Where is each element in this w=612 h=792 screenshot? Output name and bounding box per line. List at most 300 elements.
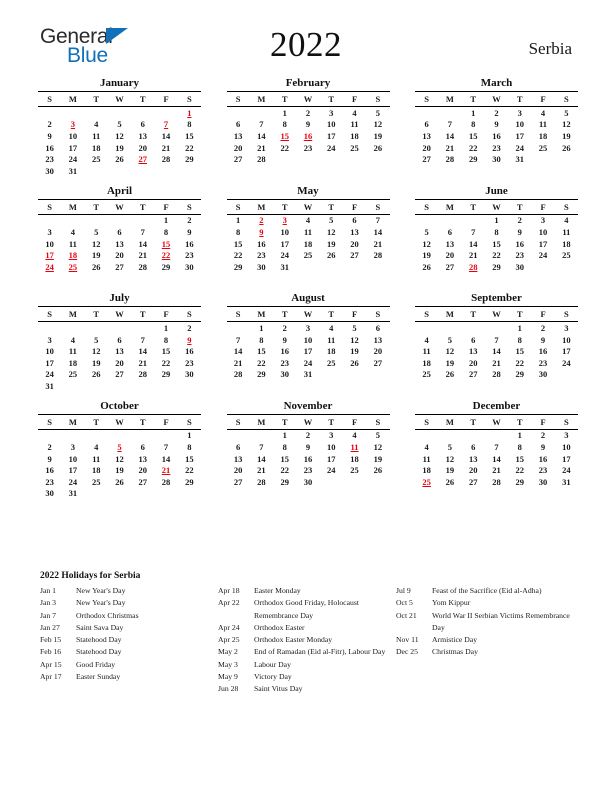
day-cell[interactable]: 4 bbox=[305, 215, 311, 226]
day-cell[interactable]: 5 bbox=[424, 226, 429, 237]
day-cell[interactable]: 24 bbox=[68, 476, 78, 487]
day-cell[interactable]: 27 bbox=[115, 369, 124, 380]
day-cell[interactable]: 17 bbox=[327, 130, 336, 141]
day-cell[interactable]: 28 bbox=[233, 369, 243, 380]
day-cell[interactable]: 10 bbox=[45, 346, 54, 357]
day-cell[interactable]: 17 bbox=[327, 453, 336, 464]
day-cell[interactable]: 12 bbox=[91, 238, 101, 249]
day-cell[interactable]: 7 bbox=[236, 334, 241, 345]
day-cell[interactable]: 7 bbox=[259, 442, 264, 453]
day-cell[interactable]: 12 bbox=[562, 119, 571, 130]
day-cell-holiday[interactable]: 3 bbox=[282, 215, 287, 226]
day-cell[interactable]: 13 bbox=[373, 334, 383, 345]
day-cell[interactable]: 5 bbox=[117, 119, 122, 130]
day-cell[interactable]: 19 bbox=[91, 250, 101, 261]
day-cell[interactable]: 14 bbox=[373, 226, 383, 237]
day-cell[interactable]: 21 bbox=[138, 357, 148, 368]
day-cell[interactable]: 22 bbox=[280, 465, 289, 476]
day-cell[interactable]: 7 bbox=[494, 442, 499, 453]
day-cell[interactable]: 31 bbox=[562, 476, 571, 487]
day-cell[interactable]: 3 bbox=[70, 442, 76, 453]
day-cell[interactable]: 21 bbox=[468, 250, 478, 261]
day-cell[interactable]: 21 bbox=[257, 142, 266, 153]
day-cell[interactable]: 28 bbox=[492, 369, 501, 380]
day-cell[interactable]: 20 bbox=[233, 142, 243, 153]
day-cell[interactable]: 28 bbox=[257, 154, 266, 165]
day-cell[interactable]: 5 bbox=[564, 107, 569, 118]
day-cell[interactable]: 7 bbox=[163, 442, 169, 453]
day-cell[interactable]: 2 bbox=[305, 430, 311, 441]
day-cell[interactable]: 15 bbox=[161, 346, 171, 357]
day-cell-holiday[interactable]: 15 bbox=[280, 130, 289, 141]
day-cell[interactable]: 29 bbox=[468, 154, 478, 165]
day-cell[interactable]: 8 bbox=[236, 226, 241, 237]
day-cell[interactable]: 24 bbox=[327, 465, 336, 476]
day-cell[interactable]: 9 bbox=[282, 334, 287, 345]
day-cell[interactable]: 29 bbox=[161, 369, 171, 380]
day-cell[interactable]: 14 bbox=[138, 238, 148, 249]
day-cell[interactable]: 27 bbox=[233, 476, 243, 487]
day-cell[interactable]: 31 bbox=[303, 369, 313, 380]
day-cell[interactable]: 1 bbox=[471, 107, 476, 118]
day-cell[interactable]: 18 bbox=[562, 238, 571, 249]
day-cell[interactable]: 25 bbox=[91, 154, 101, 165]
day-cell[interactable]: 8 bbox=[163, 334, 169, 345]
day-cell[interactable]: 29 bbox=[515, 476, 525, 487]
day-cell[interactable]: 17 bbox=[538, 238, 548, 249]
day-cell[interactable]: 8 bbox=[163, 226, 169, 237]
day-cell[interactable]: 13 bbox=[233, 130, 243, 141]
day-cell[interactable]: 28 bbox=[492, 476, 501, 487]
day-cell[interactable]: 14 bbox=[445, 130, 455, 141]
day-cell[interactable]: 21 bbox=[161, 142, 171, 153]
day-cell[interactable]: 22 bbox=[515, 465, 525, 476]
day-cell[interactable]: 10 bbox=[562, 442, 571, 453]
day-cell[interactable]: 2 bbox=[282, 322, 287, 333]
day-cell[interactable]: 18 bbox=[538, 130, 548, 141]
day-cell[interactable]: 18 bbox=[327, 346, 336, 357]
day-cell[interactable]: 8 bbox=[517, 442, 522, 453]
day-cell[interactable]: 30 bbox=[45, 488, 54, 499]
day-cell[interactable]: 6 bbox=[352, 215, 357, 226]
day-cell[interactable]: 23 bbox=[303, 465, 313, 476]
day-cell[interactable]: 29 bbox=[185, 476, 194, 487]
day-cell[interactable]: 21 bbox=[492, 357, 501, 368]
day-cell[interactable]: 3 bbox=[305, 322, 311, 333]
day-cell[interactable]: 11 bbox=[92, 130, 101, 141]
day-cell[interactable]: 20 bbox=[468, 357, 478, 368]
day-cell[interactable]: 10 bbox=[68, 130, 78, 141]
day-cell[interactable]: 16 bbox=[515, 238, 525, 249]
day-cell[interactable]: 26 bbox=[445, 369, 455, 380]
day-cell[interactable]: 14 bbox=[257, 130, 266, 141]
day-cell[interactable]: 17 bbox=[68, 465, 78, 476]
day-cell[interactable]: 23 bbox=[257, 250, 266, 261]
day-cell[interactable]: 11 bbox=[422, 346, 431, 357]
day-cell[interactable]: 30 bbox=[538, 369, 548, 380]
day-cell[interactable]: 6 bbox=[471, 442, 476, 453]
day-cell[interactable]: 18 bbox=[91, 465, 101, 476]
day-cell[interactable]: 21 bbox=[445, 142, 455, 153]
day-cell[interactable]: 9 bbox=[187, 226, 192, 237]
day-cell-holiday[interactable]: 21 bbox=[161, 465, 171, 476]
day-cell-holiday[interactable]: 24 bbox=[45, 261, 54, 272]
day-cell[interactable]: 4 bbox=[70, 226, 76, 237]
day-cell[interactable]: 23 bbox=[538, 357, 548, 368]
day-cell[interactable]: 11 bbox=[68, 346, 77, 357]
day-cell[interactable]: 20 bbox=[468, 465, 478, 476]
day-cell[interactable]: 23 bbox=[280, 357, 289, 368]
day-cell[interactable]: 11 bbox=[350, 119, 359, 130]
day-cell[interactable]: 12 bbox=[91, 346, 101, 357]
day-cell[interactable]: 2 bbox=[187, 322, 192, 333]
day-cell[interactable]: 8 bbox=[494, 226, 499, 237]
day-cell[interactable]: 29 bbox=[280, 476, 289, 487]
day-cell[interactable]: 16 bbox=[280, 346, 289, 357]
day-cell[interactable]: 5 bbox=[375, 107, 380, 118]
day-cell[interactable]: 22 bbox=[257, 357, 266, 368]
day-cell[interactable]: 11 bbox=[303, 226, 312, 237]
day-cell[interactable]: 30 bbox=[515, 261, 525, 272]
day-cell[interactable]: 24 bbox=[45, 369, 54, 380]
day-cell[interactable]: 23 bbox=[492, 142, 501, 153]
day-cell[interactable]: 28 bbox=[161, 476, 171, 487]
day-cell[interactable]: 6 bbox=[424, 119, 429, 130]
day-cell[interactable]: 27 bbox=[468, 369, 478, 380]
day-cell[interactable]: 30 bbox=[303, 476, 313, 487]
day-cell[interactable]: 15 bbox=[185, 130, 194, 141]
day-cell[interactable]: 13 bbox=[445, 238, 455, 249]
day-cell[interactable]: 12 bbox=[350, 334, 359, 345]
day-cell[interactable]: 23 bbox=[303, 142, 313, 153]
day-cell[interactable]: 2 bbox=[187, 215, 192, 226]
day-cell[interactable]: 27 bbox=[373, 357, 383, 368]
day-cell[interactable]: 16 bbox=[257, 238, 266, 249]
day-cell[interactable]: 30 bbox=[280, 369, 289, 380]
day-cell[interactable]: 31 bbox=[68, 165, 78, 176]
day-cell[interactable]: 23 bbox=[45, 476, 54, 487]
day-cell[interactable]: 12 bbox=[445, 453, 455, 464]
day-cell[interactable]: 4 bbox=[329, 322, 334, 333]
day-cell[interactable]: 8 bbox=[282, 442, 287, 453]
day-cell[interactable]: 9 bbox=[47, 130, 52, 141]
day-cell[interactable]: 19 bbox=[91, 357, 101, 368]
day-cell[interactable]: 10 bbox=[327, 119, 336, 130]
day-cell[interactable]: 26 bbox=[422, 261, 431, 272]
day-cell[interactable]: 15 bbox=[515, 453, 525, 464]
day-cell[interactable]: 16 bbox=[303, 453, 313, 464]
day-cell[interactable]: 22 bbox=[161, 357, 171, 368]
day-cell[interactable]: 3 bbox=[47, 226, 52, 237]
day-cell-holiday[interactable]: 28 bbox=[468, 261, 478, 272]
day-cell[interactable]: 21 bbox=[233, 357, 243, 368]
day-cell[interactable]: 19 bbox=[115, 465, 124, 476]
day-cell[interactable]: 12 bbox=[115, 453, 124, 464]
day-cell[interactable]: 25 bbox=[538, 142, 548, 153]
day-cell[interactable]: 23 bbox=[538, 465, 548, 476]
day-cell[interactable]: 16 bbox=[185, 238, 194, 249]
day-cell[interactable]: 27 bbox=[138, 476, 148, 487]
day-cell[interactable]: 11 bbox=[422, 453, 431, 464]
day-cell[interactable]: 15 bbox=[233, 238, 243, 249]
day-cell[interactable]: 3 bbox=[564, 430, 569, 441]
day-cell[interactable]: 14 bbox=[257, 453, 266, 464]
day-cell[interactable]: 15 bbox=[257, 346, 266, 357]
day-cell[interactable]: 25 bbox=[68, 369, 78, 380]
day-cell[interactable]: 10 bbox=[562, 334, 571, 345]
day-cell[interactable]: 1 bbox=[282, 430, 287, 441]
day-cell[interactable]: 22 bbox=[185, 142, 194, 153]
day-cell[interactable]: 20 bbox=[138, 465, 148, 476]
day-cell[interactable]: 10 bbox=[303, 334, 313, 345]
day-cell[interactable]: 9 bbox=[47, 453, 52, 464]
day-cell[interactable]: 31 bbox=[515, 154, 525, 165]
day-cell[interactable]: 1 bbox=[236, 215, 241, 226]
day-cell[interactable]: 8 bbox=[282, 119, 287, 130]
day-cell[interactable]: 31 bbox=[280, 261, 289, 272]
day-cell[interactable]: 3 bbox=[329, 107, 334, 118]
day-cell[interactable]: 28 bbox=[373, 250, 383, 261]
day-cell[interactable]: 19 bbox=[327, 238, 336, 249]
day-cell[interactable]: 28 bbox=[138, 369, 148, 380]
day-cell[interactable]: 17 bbox=[68, 142, 78, 153]
day-cell[interactable]: 6 bbox=[375, 322, 380, 333]
day-cell[interactable]: 3 bbox=[47, 334, 52, 345]
day-cell[interactable]: 18 bbox=[422, 465, 431, 476]
day-cell[interactable]: 14 bbox=[233, 346, 243, 357]
day-cell[interactable]: 20 bbox=[233, 465, 243, 476]
day-cell-holiday[interactable]: 9 bbox=[187, 334, 192, 345]
day-cell[interactable]: 7 bbox=[471, 226, 476, 237]
day-cell[interactable]: 11 bbox=[92, 453, 101, 464]
day-cell[interactable]: 31 bbox=[45, 380, 54, 391]
day-cell[interactable]: 25 bbox=[303, 250, 313, 261]
day-cell[interactable]: 22 bbox=[233, 250, 243, 261]
day-cell[interactable]: 4 bbox=[564, 215, 569, 226]
day-cell[interactable]: 2 bbox=[540, 322, 546, 333]
day-cell[interactable]: 26 bbox=[91, 261, 101, 272]
day-cell[interactable]: 24 bbox=[562, 465, 571, 476]
day-cell[interactable]: 21 bbox=[257, 465, 266, 476]
day-cell[interactable]: 4 bbox=[94, 442, 99, 453]
day-cell-holiday[interactable]: 18 bbox=[68, 250, 78, 261]
day-cell[interactable]: 26 bbox=[91, 369, 101, 380]
day-cell[interactable]: 22 bbox=[515, 357, 525, 368]
day-cell[interactable]: 20 bbox=[115, 250, 124, 261]
day-cell[interactable]: 26 bbox=[445, 476, 455, 487]
day-cell[interactable]: 18 bbox=[422, 357, 431, 368]
day-cell-holiday[interactable]: 5 bbox=[117, 442, 122, 453]
day-cell[interactable]: 30 bbox=[492, 154, 501, 165]
day-cell[interactable]: 25 bbox=[562, 250, 571, 261]
day-cell[interactable]: 24 bbox=[538, 250, 548, 261]
day-cell[interactable]: 9 bbox=[540, 334, 546, 345]
day-cell[interactable]: 23 bbox=[185, 250, 194, 261]
day-cell[interactable]: 15 bbox=[515, 346, 525, 357]
day-cell[interactable]: 30 bbox=[257, 261, 266, 272]
day-cell[interactable]: 28 bbox=[161, 154, 171, 165]
day-cell[interactable]: 7 bbox=[140, 334, 145, 345]
day-cell[interactable]: 5 bbox=[94, 226, 99, 237]
day-cell[interactable]: 9 bbox=[517, 226, 522, 237]
day-cell[interactable]: 4 bbox=[352, 107, 357, 118]
day-cell[interactable]: 20 bbox=[373, 346, 383, 357]
day-cell[interactable]: 23 bbox=[45, 154, 54, 165]
day-cell[interactable]: 13 bbox=[138, 453, 148, 464]
day-cell[interactable]: 19 bbox=[445, 357, 455, 368]
day-cell[interactable]: 25 bbox=[350, 465, 359, 476]
day-cell-holiday[interactable]: 17 bbox=[45, 250, 54, 261]
day-cell-holiday[interactable]: 27 bbox=[138, 154, 148, 165]
day-cell[interactable]: 18 bbox=[350, 453, 359, 464]
day-cell-holiday[interactable]: 7 bbox=[163, 119, 169, 130]
day-cell[interactable]: 19 bbox=[422, 250, 431, 261]
day-cell[interactable]: 13 bbox=[115, 346, 124, 357]
day-cell[interactable]: 11 bbox=[562, 226, 571, 237]
day-cell[interactable]: 24 bbox=[327, 142, 336, 153]
day-cell[interactable]: 4 bbox=[352, 430, 357, 441]
day-cell[interactable]: 22 bbox=[468, 142, 478, 153]
day-cell[interactable]: 27 bbox=[350, 250, 359, 261]
day-cell[interactable]: 30 bbox=[185, 261, 194, 272]
day-cell[interactable]: 20 bbox=[115, 357, 124, 368]
day-cell[interactable]: 25 bbox=[91, 476, 101, 487]
day-cell[interactable]: 20 bbox=[138, 142, 148, 153]
day-cell[interactable]: 11 bbox=[539, 119, 548, 130]
day-cell[interactable]: 5 bbox=[94, 334, 99, 345]
day-cell[interactable]: 8 bbox=[187, 119, 192, 130]
day-cell[interactable]: 26 bbox=[373, 142, 383, 153]
day-cell[interactable]: 2 bbox=[540, 430, 546, 441]
day-cell[interactable]: 29 bbox=[257, 369, 266, 380]
day-cell-holiday[interactable]: 1 bbox=[187, 107, 192, 118]
day-cell[interactable]: 26 bbox=[562, 142, 571, 153]
day-cell[interactable]: 12 bbox=[373, 442, 383, 453]
day-cell[interactable]: 15 bbox=[468, 130, 478, 141]
day-cell[interactable]: 17 bbox=[303, 346, 313, 357]
day-cell[interactable]: 15 bbox=[185, 453, 194, 464]
day-cell[interactable]: 21 bbox=[373, 238, 383, 249]
day-cell[interactable]: 13 bbox=[422, 130, 431, 141]
day-cell[interactable]: 10 bbox=[280, 226, 289, 237]
day-cell[interactable]: 13 bbox=[350, 226, 359, 237]
day-cell[interactable]: 11 bbox=[68, 238, 77, 249]
day-cell[interactable]: 26 bbox=[350, 357, 359, 368]
day-cell[interactable]: 27 bbox=[115, 261, 124, 272]
day-cell[interactable]: 12 bbox=[115, 130, 124, 141]
day-cell[interactable]: 30 bbox=[538, 476, 548, 487]
day-cell[interactable]: 9 bbox=[494, 119, 499, 130]
day-cell[interactable]: 5 bbox=[447, 442, 453, 453]
day-cell[interactable]: 8 bbox=[471, 119, 476, 130]
day-cell[interactable]: 16 bbox=[538, 453, 548, 464]
day-cell[interactable]: 21 bbox=[492, 465, 501, 476]
day-cell[interactable]: 1 bbox=[282, 107, 287, 118]
day-cell[interactable]: 28 bbox=[257, 476, 266, 487]
day-cell[interactable]: 14 bbox=[492, 346, 501, 357]
day-cell[interactable]: 7 bbox=[140, 226, 145, 237]
day-cell[interactable]: 15 bbox=[280, 453, 289, 464]
day-cell[interactable]: 1 bbox=[517, 430, 522, 441]
day-cell[interactable]: 13 bbox=[468, 346, 478, 357]
day-cell[interactable]: 23 bbox=[515, 250, 525, 261]
day-cell[interactable]: 18 bbox=[91, 142, 101, 153]
day-cell[interactable]: 16 bbox=[185, 346, 194, 357]
day-cell[interactable]: 16 bbox=[45, 142, 54, 153]
day-cell[interactable]: 4 bbox=[540, 107, 546, 118]
day-cell[interactable]: 11 bbox=[327, 334, 336, 345]
day-cell[interactable]: 20 bbox=[422, 142, 431, 153]
day-cell[interactable]: 6 bbox=[471, 334, 476, 345]
day-cell[interactable]: 27 bbox=[445, 261, 455, 272]
day-cell[interactable]: 7 bbox=[259, 119, 264, 130]
day-cell[interactable]: 14 bbox=[468, 238, 478, 249]
day-cell[interactable]: 26 bbox=[373, 465, 383, 476]
day-cell[interactable]: 20 bbox=[350, 238, 359, 249]
day-cell[interactable]: 19 bbox=[115, 142, 124, 153]
day-cell[interactable]: 7 bbox=[494, 334, 499, 345]
day-cell[interactable]: 25 bbox=[327, 357, 336, 368]
day-cell[interactable]: 21 bbox=[138, 250, 148, 261]
day-cell[interactable]: 5 bbox=[352, 322, 357, 333]
day-cell[interactable]: 4 bbox=[94, 119, 99, 130]
day-cell[interactable]: 24 bbox=[515, 142, 525, 153]
day-cell[interactable]: 2 bbox=[517, 215, 522, 226]
day-cell[interactable]: 22 bbox=[280, 142, 289, 153]
day-cell[interactable]: 6 bbox=[117, 334, 122, 345]
day-cell[interactable]: 10 bbox=[538, 226, 548, 237]
day-cell[interactable]: 19 bbox=[445, 465, 455, 476]
day-cell[interactable]: 20 bbox=[445, 250, 455, 261]
day-cell[interactable]: 10 bbox=[68, 453, 78, 464]
day-cell[interactable]: 28 bbox=[138, 261, 148, 272]
day-cell[interactable]: 18 bbox=[68, 357, 78, 368]
day-cell[interactable]: 17 bbox=[562, 453, 571, 464]
day-cell[interactable]: 27 bbox=[468, 476, 478, 487]
day-cell[interactable]: 6 bbox=[140, 119, 145, 130]
day-cell-holiday[interactable]: 2 bbox=[259, 215, 264, 226]
day-cell[interactable]: 13 bbox=[115, 238, 124, 249]
day-cell[interactable]: 6 bbox=[447, 226, 453, 237]
day-cell[interactable]: 2 bbox=[494, 107, 499, 118]
day-cell[interactable]: 26 bbox=[115, 154, 124, 165]
day-cell-holiday[interactable]: 9 bbox=[259, 226, 264, 237]
day-cell[interactable]: 14 bbox=[138, 346, 148, 357]
day-cell[interactable]: 24 bbox=[562, 357, 571, 368]
day-cell[interactable]: 1 bbox=[163, 322, 169, 333]
day-cell[interactable]: 10 bbox=[515, 119, 525, 130]
day-cell-holiday[interactable]: 11 bbox=[350, 442, 359, 453]
day-cell[interactable]: 3 bbox=[517, 107, 522, 118]
day-cell[interactable]: 30 bbox=[45, 165, 54, 176]
day-cell[interactable]: 13 bbox=[233, 453, 243, 464]
day-cell[interactable]: 1 bbox=[187, 430, 192, 441]
day-cell[interactable]: 23 bbox=[185, 357, 194, 368]
day-cell[interactable]: 17 bbox=[562, 346, 571, 357]
day-cell-holiday[interactable]: 22 bbox=[161, 250, 171, 261]
day-cell[interactable]: 6 bbox=[236, 119, 241, 130]
day-cell[interactable]: 16 bbox=[492, 130, 501, 141]
day-cell[interactable]: 2 bbox=[305, 107, 311, 118]
day-cell[interactable]: 29 bbox=[161, 261, 171, 272]
day-cell[interactable]: 8 bbox=[187, 442, 192, 453]
day-cell[interactable]: 17 bbox=[280, 238, 289, 249]
day-cell[interactable]: 8 bbox=[517, 334, 522, 345]
day-cell[interactable]: 28 bbox=[445, 154, 455, 165]
day-cell[interactable]: 24 bbox=[303, 357, 313, 368]
day-cell[interactable]: 12 bbox=[422, 238, 431, 249]
day-cell[interactable]: 29 bbox=[492, 261, 501, 272]
